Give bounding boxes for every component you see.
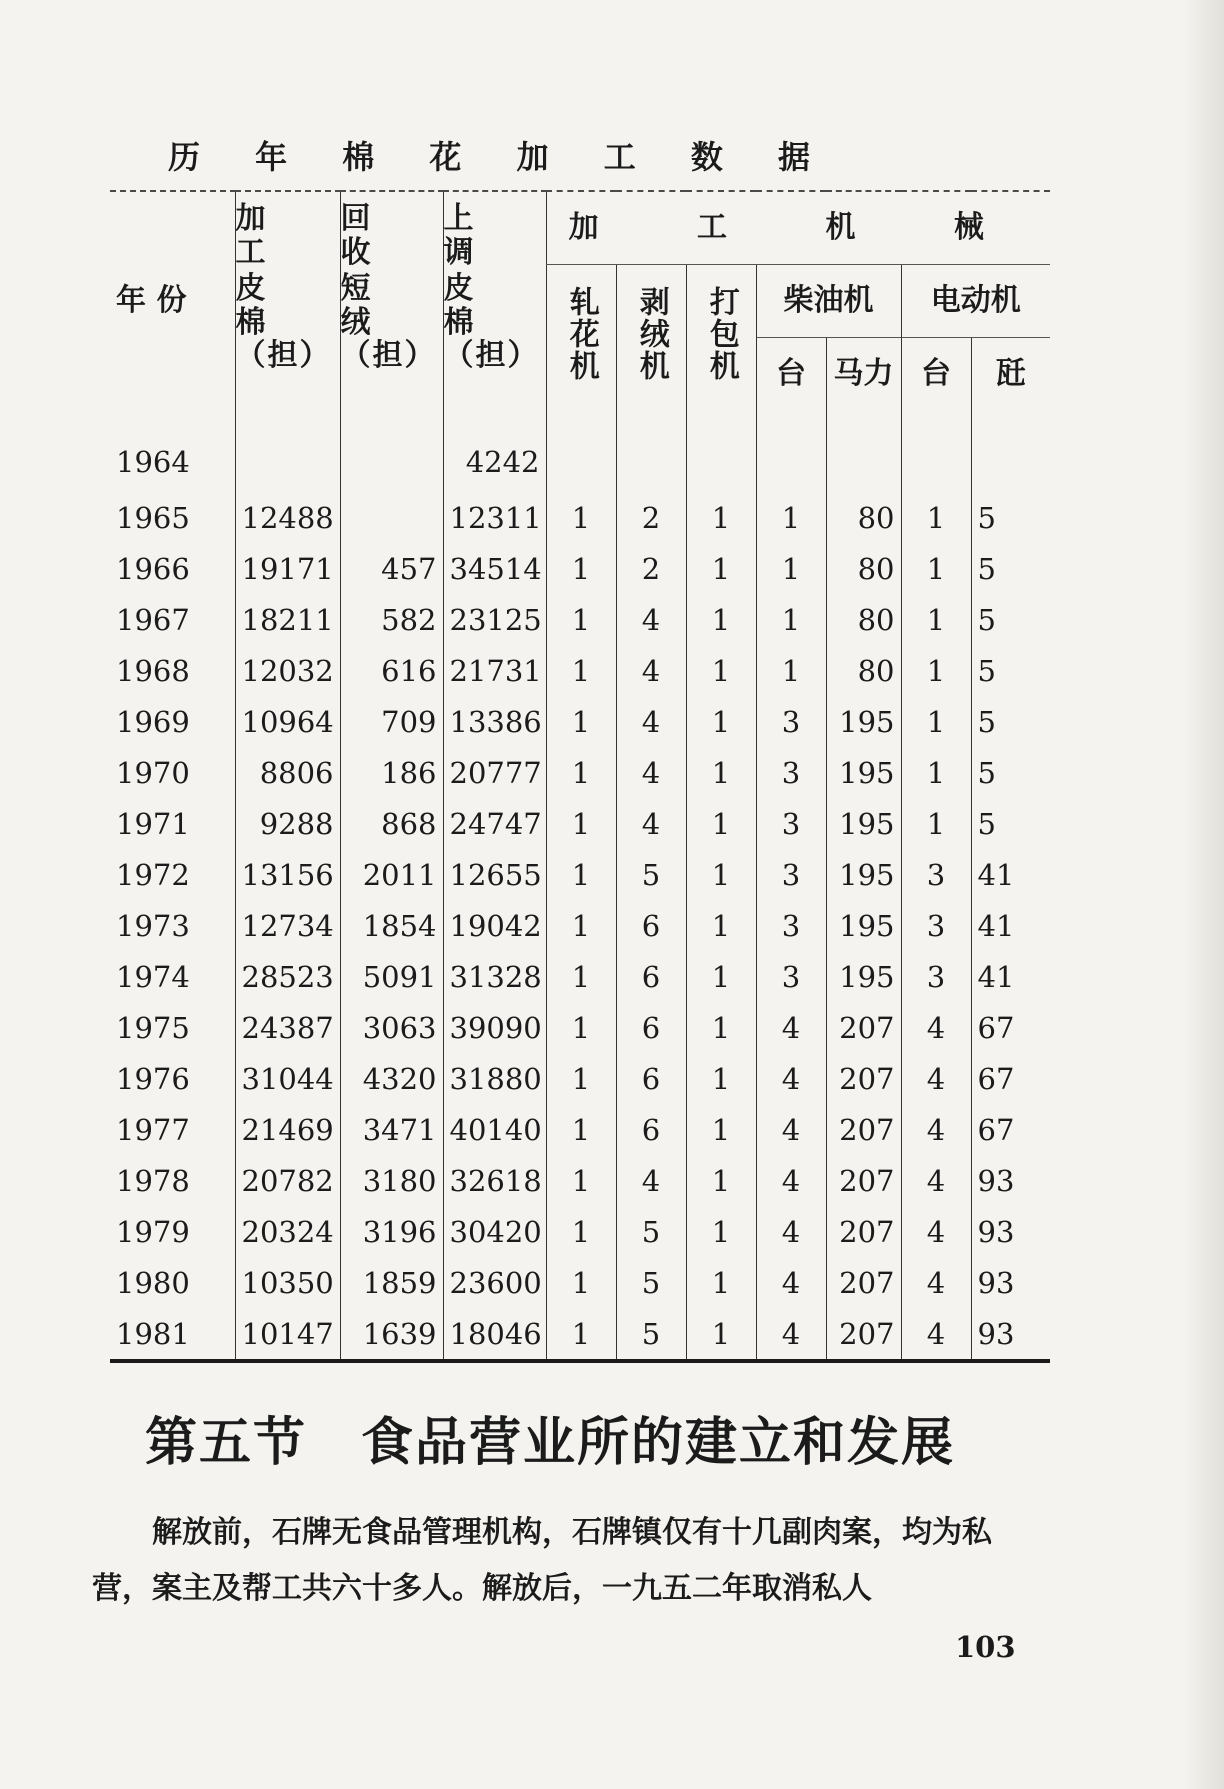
table-row bbox=[110, 849, 1050, 900]
year-header: 年 份 bbox=[116, 283, 187, 319]
electric-kilowatt-cell: 93 bbox=[971, 1206, 1050, 1257]
diesel-units-cell: 4 bbox=[756, 1257, 826, 1308]
delinter-count-cell: 4 bbox=[616, 1155, 686, 1206]
recovered-linters-cell: 186 bbox=[340, 747, 443, 798]
gin-count-cell: 1 bbox=[546, 1206, 616, 1257]
gin-count-cell: 1 bbox=[546, 645, 616, 696]
diesel-horsepower-cell: 207 bbox=[826, 1155, 901, 1206]
table-row bbox=[110, 1002, 1050, 1053]
diesel-horsepower-cell: 207 bbox=[826, 1002, 901, 1053]
baler-header: 打包机 bbox=[686, 265, 756, 411]
body-paragraph: 解放前，石牌无食品管理机构，石牌镇仅有十几副肉案，均为私营，案主及帮工共六十多人。解放后，一九五二年取消私人 bbox=[92, 1515, 992, 1606]
year-cell: 1981 bbox=[110, 1308, 235, 1361]
diesel-units-cell: 1 bbox=[756, 594, 826, 645]
table-row bbox=[110, 747, 1050, 798]
year-cell: 1980 bbox=[116, 1265, 190, 1300]
diesel-horsepower-cell: 80 bbox=[826, 492, 901, 543]
recovered-linters-header: 回收 短绒 （担） bbox=[340, 191, 443, 410]
delinter-count-cell: 4 bbox=[616, 747, 686, 798]
page-number: 103 bbox=[955, 1630, 1016, 1664]
processed-lint-cell: 10964 bbox=[235, 696, 340, 747]
year-cell: 1973 bbox=[116, 908, 190, 943]
processed-lint-cell: 12032 bbox=[235, 645, 340, 696]
baler-count-cell: 1 bbox=[686, 1155, 756, 1206]
diesel-horsepower-cell: 195 bbox=[826, 798, 901, 849]
processed-lint-cell: 21469 bbox=[235, 1104, 340, 1155]
cotton-processing-table-wrap bbox=[110, 190, 1050, 1363]
delinter-count-cell: 5 bbox=[616, 1206, 686, 1257]
delinter-count-cell: 5 bbox=[616, 849, 686, 900]
delinter-count-cell: 4 bbox=[616, 696, 686, 747]
gin-count-cell: 1 bbox=[546, 543, 616, 594]
gin-header: 轧花机 bbox=[546, 265, 616, 411]
gin-count-cell: 1 bbox=[546, 951, 616, 1002]
diesel-units-cell: 4 bbox=[756, 1206, 826, 1257]
electric-units-cell: 3 bbox=[901, 849, 971, 900]
machinery-group-header: 加 工 机 械 bbox=[546, 191, 1050, 265]
table-row bbox=[110, 410, 1050, 492]
diesel-units-cell: 3 bbox=[756, 798, 826, 849]
electric-kilowatt-cell: 5 bbox=[971, 696, 1050, 747]
gin-count-cell: 1 bbox=[546, 696, 616, 747]
delinter-header: 剥绒机 bbox=[616, 265, 686, 411]
shipped-lint-cell: 19042 bbox=[443, 900, 546, 951]
table-title: 历 年 棉 花 加 工 数 据 bbox=[168, 138, 832, 176]
electric-units-cell: 4 bbox=[901, 1002, 971, 1053]
diesel-units-cell: 1 bbox=[756, 543, 826, 594]
recovered-linters-cell: 1854 bbox=[340, 900, 443, 951]
table-row bbox=[110, 1257, 1050, 1308]
electric-kilowatt-cell: 67 bbox=[971, 1002, 1050, 1053]
baler-count-cell: 1 bbox=[686, 747, 756, 798]
electric-kilowatt-cell: 93 bbox=[971, 1155, 1050, 1206]
diesel-units-cell: 3 bbox=[756, 696, 826, 747]
diesel-horsepower-cell bbox=[826, 410, 901, 492]
electric-units-cell: 4 bbox=[901, 1155, 971, 1206]
electric-units-header: 台 bbox=[901, 338, 971, 411]
table-row bbox=[110, 492, 1050, 543]
diesel-units-cell: 1 bbox=[756, 645, 826, 696]
electric-units-cell: 1 bbox=[901, 543, 971, 594]
header-row-1 bbox=[110, 191, 1050, 265]
shipped-lint-cell: 23125 bbox=[443, 594, 546, 645]
table-row bbox=[110, 1206, 1050, 1257]
table-row bbox=[110, 798, 1050, 849]
electric-kilowatt-cell: 41 bbox=[971, 951, 1050, 1002]
diesel-horsepower-header: 马力 bbox=[826, 338, 901, 411]
processed-lint-cell bbox=[235, 410, 340, 492]
gin-count-cell: 1 bbox=[546, 594, 616, 645]
delinter-count-cell: 5 bbox=[616, 1257, 686, 1308]
table-row bbox=[110, 1053, 1050, 1104]
baler-count-cell: 1 bbox=[686, 492, 756, 543]
processed-lint-cell: 10147 bbox=[235, 1308, 340, 1361]
baler-count-cell: 1 bbox=[686, 1308, 756, 1361]
year-cell: 1969 bbox=[116, 704, 190, 739]
electric-kilowatt-cell: 67 bbox=[971, 1053, 1050, 1104]
diesel-horsepower-cell: 207 bbox=[826, 1206, 901, 1257]
year-cell: 1968 bbox=[116, 653, 190, 688]
year-cell: 1964 bbox=[116, 445, 190, 479]
year-cell: 1977 bbox=[116, 1112, 190, 1147]
delinter-count-cell bbox=[616, 410, 686, 492]
electric-kilowatt-cell: 5 bbox=[971, 492, 1050, 543]
electric-kilowatt-cell: 5 bbox=[971, 747, 1050, 798]
shipped-lint-cell: 31328 bbox=[443, 951, 546, 1002]
electric-kilowatt-cell: 41 bbox=[971, 849, 1050, 900]
diesel-units-cell: 3 bbox=[756, 951, 826, 1002]
processed-lint-cell: 28523 bbox=[235, 951, 340, 1002]
table-row bbox=[110, 1308, 1050, 1361]
baler-count-cell: 1 bbox=[686, 594, 756, 645]
shipped-lint-cell: 12655 bbox=[443, 849, 546, 900]
year-cell: 1976 bbox=[116, 1061, 190, 1096]
recovered-linters-cell: 3196 bbox=[340, 1206, 443, 1257]
delinter-count-cell: 6 bbox=[616, 951, 686, 1002]
shipped-lint-header: 上调 皮棉 （担） bbox=[443, 191, 546, 410]
gin-count-cell: 1 bbox=[546, 1308, 616, 1361]
shipped-lint-cell: 40140 bbox=[443, 1104, 546, 1155]
table-row bbox=[110, 594, 1050, 645]
gin-count-cell bbox=[546, 410, 616, 492]
processed-lint-cell: 9288 bbox=[235, 798, 340, 849]
baler-count-cell: 1 bbox=[686, 849, 756, 900]
electric-units-cell: 4 bbox=[901, 1308, 971, 1361]
recovered-linters-cell: 616 bbox=[340, 645, 443, 696]
table-row bbox=[110, 696, 1050, 747]
shipped-lint-cell: 18046 bbox=[443, 1308, 546, 1361]
gin-count-cell: 1 bbox=[546, 849, 616, 900]
diesel-units-cell: 4 bbox=[756, 1104, 826, 1155]
baler-count-cell: 1 bbox=[686, 951, 756, 1002]
gin-count-cell: 1 bbox=[546, 798, 616, 849]
year-cell: 1965 bbox=[116, 500, 190, 535]
diesel-units-cell bbox=[756, 410, 826, 492]
electric-units-cell: 1 bbox=[901, 798, 971, 849]
diesel-horsepower-cell: 195 bbox=[826, 951, 901, 1002]
baler-count-cell: 1 bbox=[686, 1053, 756, 1104]
table-row bbox=[110, 543, 1050, 594]
diesel-units-cell: 3 bbox=[756, 900, 826, 951]
gin-count-cell: 1 bbox=[546, 1002, 616, 1053]
year-cell: 1966 bbox=[116, 551, 190, 586]
shipped-lint-cell: 32618 bbox=[443, 1155, 546, 1206]
shipped-lint-cell: 23600 bbox=[443, 1257, 546, 1308]
electric-kilowatt-cell: 5 bbox=[971, 594, 1050, 645]
shipped-lint-cell: 12311 bbox=[443, 492, 546, 543]
electric-units-cell: 4 bbox=[901, 1257, 971, 1308]
gin-count-cell: 1 bbox=[546, 492, 616, 543]
table-row bbox=[110, 900, 1050, 951]
electric-units-cell: 1 bbox=[901, 492, 971, 543]
table-row bbox=[110, 951, 1050, 1002]
processed-lint-header: 加工 皮棉 （担） bbox=[235, 191, 340, 410]
recovered-linters-cell bbox=[340, 410, 443, 492]
electric-units-cell: 4 bbox=[901, 1053, 971, 1104]
baler-count-cell: 1 bbox=[686, 696, 756, 747]
year-cell: 1967 bbox=[116, 602, 190, 637]
processed-lint-cell: 12734 bbox=[235, 900, 340, 951]
cotton-processing-table bbox=[110, 190, 1050, 1363]
delinter-count-cell: 2 bbox=[616, 543, 686, 594]
baler-count-cell: 1 bbox=[686, 645, 756, 696]
delinter-count-cell: 2 bbox=[616, 492, 686, 543]
table-row bbox=[110, 1104, 1050, 1155]
delinter-count-cell: 6 bbox=[616, 1002, 686, 1053]
processed-lint-cell: 19171 bbox=[235, 543, 340, 594]
diesel-horsepower-cell: 207 bbox=[826, 1308, 901, 1361]
electric-kilowatt-cell: 93 bbox=[971, 1257, 1050, 1308]
section-title: 第五节 食品营业所的建立和发展 bbox=[144, 1412, 955, 1473]
shipped-lint-cell: 20777 bbox=[443, 747, 546, 798]
diesel-horsepower-cell: 207 bbox=[826, 1053, 901, 1104]
shipped-lint-cell: 13386 bbox=[443, 696, 546, 747]
gin-count-cell: 1 bbox=[546, 1257, 616, 1308]
electric-kilowatt-cell: 5 bbox=[971, 645, 1050, 696]
recovered-linters-cell: 1639 bbox=[340, 1308, 443, 1361]
electric-kilowatt-cell: 93 bbox=[971, 1308, 1050, 1361]
diesel-horsepower-cell: 195 bbox=[826, 849, 901, 900]
shipped-lint-cell: 21731 bbox=[443, 645, 546, 696]
recovered-linters-cell: 1859 bbox=[340, 1257, 443, 1308]
electric-units-cell: 1 bbox=[901, 747, 971, 798]
electric-units-cell: 1 bbox=[901, 594, 971, 645]
page-edge-shadow bbox=[1184, 0, 1224, 1789]
diesel-horsepower-cell: 195 bbox=[826, 696, 901, 747]
year-cell: 1975 bbox=[116, 1010, 190, 1045]
year-cell: 1974 bbox=[116, 959, 190, 994]
recovered-linters-cell: 868 bbox=[340, 798, 443, 849]
diesel-engine-header: 柴油机 bbox=[756, 265, 901, 338]
year-cell: 1978 bbox=[116, 1163, 190, 1198]
delinter-count-cell: 4 bbox=[616, 798, 686, 849]
diesel-units-cell: 4 bbox=[756, 1002, 826, 1053]
electric-units-cell: 3 bbox=[901, 951, 971, 1002]
year-cell: 1971 bbox=[116, 806, 190, 841]
diesel-horsepower-cell: 195 bbox=[826, 900, 901, 951]
processed-lint-cell: 31044 bbox=[235, 1053, 340, 1104]
baler-count-cell: 1 bbox=[686, 1002, 756, 1053]
electric-kilowatt-cell: 5 bbox=[971, 543, 1050, 594]
diesel-units-header: 台 bbox=[756, 338, 826, 411]
shipped-lint-cell: 30420 bbox=[443, 1206, 546, 1257]
diesel-units-cell: 4 bbox=[756, 1053, 826, 1104]
diesel-horsepower-cell: 207 bbox=[826, 1257, 901, 1308]
electric-units-cell: 4 bbox=[901, 1206, 971, 1257]
year-cell: 1972 bbox=[116, 857, 190, 892]
electric-kilowatt-cell: 67 bbox=[971, 1104, 1050, 1155]
processed-lint-cell: 20782 bbox=[235, 1155, 340, 1206]
baler-count-cell: 1 bbox=[686, 543, 756, 594]
recovered-linters-cell: 2011 bbox=[340, 849, 443, 900]
electric-units-cell bbox=[901, 410, 971, 492]
baler-count-cell: 1 bbox=[686, 900, 756, 951]
table-row bbox=[110, 1155, 1050, 1206]
diesel-horsepower-cell: 80 bbox=[826, 594, 901, 645]
diesel-units-cell: 3 bbox=[756, 849, 826, 900]
delinter-count-cell: 4 bbox=[616, 645, 686, 696]
recovered-linters-cell: 3063 bbox=[340, 1002, 443, 1053]
electric-kilowatt-cell: 5 bbox=[971, 798, 1050, 849]
processed-lint-cell: 24387 bbox=[235, 1002, 340, 1053]
processed-lint-cell: 10350 bbox=[235, 1257, 340, 1308]
processed-lint-cell: 12488 bbox=[235, 492, 340, 543]
recovered-linters-cell: 457 bbox=[340, 543, 443, 594]
electric-units-cell: 4 bbox=[901, 1104, 971, 1155]
shipped-lint-cell: 31880 bbox=[443, 1053, 546, 1104]
delinter-count-cell: 6 bbox=[616, 900, 686, 951]
recovered-linters-cell: 5091 bbox=[340, 951, 443, 1002]
shipped-lint-cell: 4242 bbox=[443, 410, 546, 492]
gin-count-cell: 1 bbox=[546, 1104, 616, 1155]
baler-count-cell bbox=[686, 410, 756, 492]
diesel-horsepower-cell: 80 bbox=[826, 645, 901, 696]
recovered-linters-cell: 3471 bbox=[340, 1104, 443, 1155]
diesel-units-cell: 1 bbox=[756, 492, 826, 543]
gin-count-cell: 1 bbox=[546, 900, 616, 951]
shipped-lint-cell: 34514 bbox=[443, 543, 546, 594]
electric-kilowatt-cell bbox=[971, 410, 1050, 492]
shipped-lint-cell: 39090 bbox=[443, 1002, 546, 1053]
electric-kilowatt-cell: 41 bbox=[971, 900, 1050, 951]
baler-count-cell: 1 bbox=[686, 1257, 756, 1308]
processed-lint-cell: 8806 bbox=[235, 747, 340, 798]
recovered-linters-cell: 3180 bbox=[340, 1155, 443, 1206]
recovered-linters-cell: 582 bbox=[340, 594, 443, 645]
baler-count-cell: 1 bbox=[686, 1206, 756, 1257]
electric-units-cell: 1 bbox=[901, 696, 971, 747]
electric-kilowatt-header: 瓩 bbox=[971, 338, 1050, 411]
electric-units-cell: 1 bbox=[901, 645, 971, 696]
electric-units-cell: 3 bbox=[901, 900, 971, 951]
diesel-horsepower-cell: 195 bbox=[826, 747, 901, 798]
diesel-units-cell: 4 bbox=[756, 1308, 826, 1361]
gin-count-cell: 1 bbox=[546, 1053, 616, 1104]
diesel-units-cell: 4 bbox=[756, 1155, 826, 1206]
year-cell: 1970 bbox=[116, 755, 190, 790]
processed-lint-cell: 18211 bbox=[235, 594, 340, 645]
recovered-linters-cell: 4320 bbox=[340, 1053, 443, 1104]
delinter-count-cell: 6 bbox=[616, 1104, 686, 1155]
diesel-horsepower-cell: 207 bbox=[826, 1104, 901, 1155]
processed-lint-cell: 20324 bbox=[235, 1206, 340, 1257]
gin-count-cell: 1 bbox=[546, 747, 616, 798]
year-cell: 1979 bbox=[116, 1214, 190, 1249]
recovered-linters-cell: 709 bbox=[340, 696, 443, 747]
table-row bbox=[110, 645, 1050, 696]
shipped-lint-cell: 24747 bbox=[443, 798, 546, 849]
recovered-linters-cell bbox=[340, 492, 443, 543]
delinter-count-cell: 6 bbox=[616, 1053, 686, 1104]
delinter-count-cell: 4 bbox=[616, 594, 686, 645]
delinter-count-cell: 5 bbox=[616, 1308, 686, 1361]
processed-lint-cell: 13156 bbox=[235, 849, 340, 900]
diesel-horsepower-cell: 80 bbox=[826, 543, 901, 594]
baler-count-cell: 1 bbox=[686, 798, 756, 849]
baler-count-cell: 1 bbox=[686, 1104, 756, 1155]
table-body bbox=[110, 410, 1050, 1361]
diesel-units-cell: 3 bbox=[756, 747, 826, 798]
electric-motor-header: 电动机 bbox=[901, 265, 1050, 338]
gin-count-cell: 1 bbox=[546, 1155, 616, 1206]
